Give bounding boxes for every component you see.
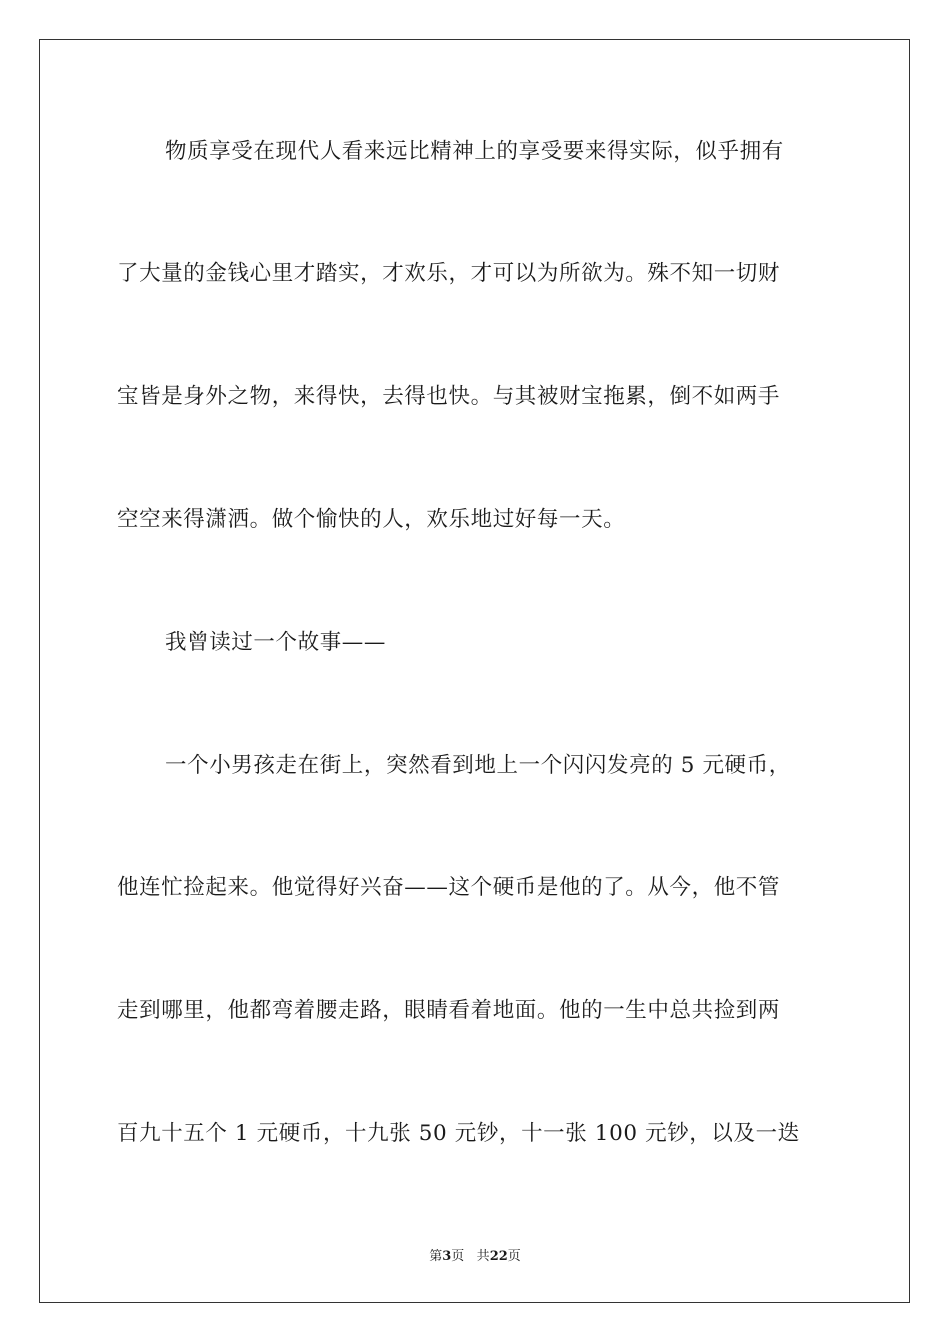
total-pages: 22 [489,1249,508,1264]
text-line: 我曾读过一个故事—— [165,630,387,655]
total-prefix: 共 [476,1249,490,1264]
text-line: 物质享受在现代人看来远比精神上的享受要来得实际，似乎拥有 [165,139,784,164]
text-line: 他连忙捡起来。他觉得好兴奋——这个硬币是他的了。从今，他不管 [117,875,781,900]
page-border [39,39,910,1303]
total-suffix: 页 [507,1249,521,1264]
text-line: 了大量的金钱心里才踏实，才欢乐，才可以为所欲为。殊不知一切财 [117,261,781,286]
text-line: 走到哪里，他都弯着腰走路，眼睛看着地面。他的一生中总共捡到两 [117,998,781,1023]
text-line: 一个小男孩走在街上，突然看到地上一个闪闪发亮的 5 元硬币， [165,753,791,778]
text-line: 百九十五个 1 元硬币，十九张 50 元钞，十一张 100 元钞，以及一迭 [117,1121,800,1146]
page-number: 3 [442,1249,452,1264]
page-footer [0,1248,950,1266]
page-prefix: 第 [429,1249,443,1264]
text-line: 宝皆是身外之物，来得快，去得也快。与其被财宝拖累，倒不如两手 [117,384,781,409]
page-suffix: 页 [451,1249,465,1264]
text-line: 空空来得潇洒。做个愉快的人，欢乐地过好每一天。 [117,507,626,532]
